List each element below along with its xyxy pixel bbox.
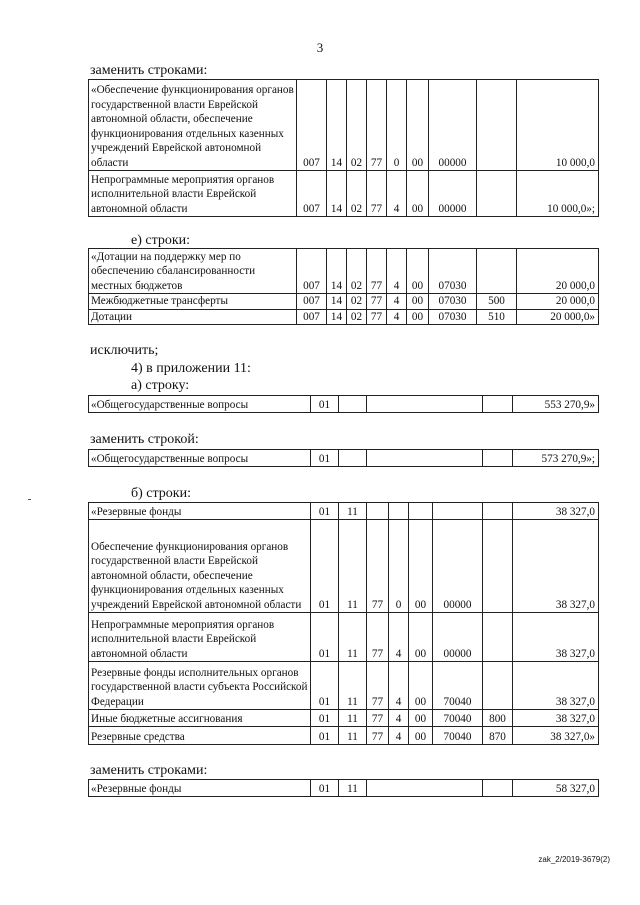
cell-code: 500 (477, 294, 517, 310)
table-row (89, 309, 599, 325)
cell-code: 00 (409, 520, 433, 613)
cell-code: 77 (367, 294, 387, 310)
cell-amount: 573 270,9»; (513, 450, 599, 467)
cell-code: 01 (311, 662, 339, 710)
cell-code: 4 (389, 710, 409, 727)
cell-code (483, 450, 513, 467)
cell-code: 00000 (429, 171, 477, 217)
table-row (89, 613, 599, 662)
cell-code: 01 (311, 613, 339, 662)
cell-code: 01 (311, 503, 339, 520)
row-name: Резервные фонды исполнительных органов государственной власти субъекта Российской Федерации (89, 662, 311, 710)
cell-code: 14 (327, 294, 347, 310)
cell-code: 02 (347, 171, 367, 217)
cell-code: 77 (367, 309, 387, 325)
cell-code: 01 (311, 727, 339, 745)
cell-amount: 58 327,0 (513, 780, 599, 797)
cell-code: 01 (311, 780, 339, 797)
cell-code: 11 (339, 710, 367, 727)
cell-code: 77 (367, 80, 387, 171)
intro-exclude: исключить; (90, 343, 159, 358)
cell-code: 007 (297, 171, 327, 217)
table-row (89, 171, 599, 217)
cell-code (339, 450, 367, 467)
cell-code: 007 (297, 80, 327, 171)
table-3 (88, 395, 599, 413)
row-name: Резервные средства (89, 727, 311, 745)
cell-code: 0 (387, 80, 407, 171)
cell-code: 4 (387, 294, 407, 310)
cell-amount: 38 327,0 (513, 613, 599, 662)
cell-code: 77 (367, 613, 389, 662)
row-name: Непрограммные мероприятия органов исполнительной власти Еврейской автономной области (89, 171, 297, 217)
cell-code (483, 396, 513, 413)
cell-code: 77 (367, 710, 389, 727)
intro-replace-rows-1: заменить строками: (90, 63, 208, 78)
cell-code: 07030 (429, 294, 477, 310)
table-row (89, 249, 599, 294)
cell-code (367, 503, 389, 520)
row-name: Иные бюджетные ассигнования (89, 710, 311, 727)
intro-rows-e: е) строки: (131, 233, 191, 248)
cell-code: 70040 (433, 727, 483, 745)
cell-code (483, 662, 513, 710)
cell-code: 510 (477, 309, 517, 325)
cell-code (477, 80, 517, 171)
cell-code: 00 (409, 727, 433, 745)
intro-rows-b: б) строки: (131, 486, 191, 501)
table-row (89, 503, 599, 520)
cell-amount: 10 000,0 (517, 80, 599, 171)
row-name: «Обеспечение функционирования органов государственной власти Еврейской автономной области, обеспечение функционирования отдельных казенных учреждений Еврейской автономной области (89, 80, 297, 171)
cell-code: 0 (389, 520, 409, 613)
row-name: «Дотации на поддержку мер по обеспечению сбалансированности местных бюджетов (89, 249, 297, 294)
table-1 (88, 79, 599, 217)
cell-code (367, 780, 483, 797)
cell-code: 07030 (429, 309, 477, 325)
cell-code: 02 (347, 294, 367, 310)
cell-code: 4 (387, 171, 407, 217)
cell-code: 4 (389, 613, 409, 662)
table-row (89, 662, 599, 710)
cell-code: 00 (407, 80, 429, 171)
cell-code: 77 (367, 171, 387, 217)
table-6 (88, 779, 599, 797)
cell-amount: 38 327,0 (513, 503, 599, 520)
cell-code: 007 (297, 249, 327, 294)
intro-replace-row: заменить строкой: (90, 432, 199, 447)
cell-code: 14 (327, 249, 347, 294)
cell-code: 00000 (429, 80, 477, 171)
cell-code: 07030 (429, 249, 477, 294)
cell-code: 01 (311, 710, 339, 727)
cell-amount: 20 000,0 (517, 294, 599, 310)
cell-code (477, 249, 517, 294)
table-row (89, 396, 599, 413)
cell-code: 01 (311, 396, 339, 413)
page-number: 3 (316, 40, 324, 55)
cell-code: 00 (407, 171, 429, 217)
cell-code (339, 396, 367, 413)
cell-code: 11 (339, 613, 367, 662)
table-4 (88, 449, 599, 467)
cell-code: 800 (483, 710, 513, 727)
cell-code: 007 (297, 294, 327, 310)
margin-mark (28, 499, 31, 500)
cell-code (389, 503, 409, 520)
cell-code: 02 (347, 249, 367, 294)
cell-amount: 38 327,0 (513, 662, 599, 710)
cell-code: 01 (311, 450, 339, 467)
cell-code: 77 (367, 662, 389, 710)
table-5 (88, 502, 599, 745)
cell-code: 00 (407, 249, 429, 294)
cell-code (483, 613, 513, 662)
cell-amount: 38 327,0 (513, 520, 599, 613)
table-row (89, 780, 599, 797)
cell-code: 77 (367, 520, 389, 613)
cell-code: 11 (339, 727, 367, 745)
row-name: «Общегосударственные вопросы (89, 396, 311, 413)
table-row (89, 294, 599, 310)
table-row (89, 727, 599, 745)
cell-code: 4 (387, 309, 407, 325)
cell-code: 00000 (433, 520, 483, 613)
cell-code (477, 171, 517, 217)
table-2 (88, 248, 599, 325)
cell-code: 00 (409, 613, 433, 662)
row-name: «Резервные фонды (89, 780, 311, 797)
footer-document-code: zak_2/2019-3679(2) (538, 855, 610, 864)
row-name: «Резервные фонды (89, 503, 311, 520)
table-row (89, 710, 599, 727)
cell-code (433, 503, 483, 520)
cell-code: 00 (407, 294, 429, 310)
cell-code: 02 (347, 309, 367, 325)
cell-code: 870 (483, 727, 513, 745)
cell-code: 77 (367, 249, 387, 294)
cell-code (367, 396, 483, 413)
cell-code: 77 (367, 727, 389, 745)
cell-code: 4 (389, 727, 409, 745)
cell-code: 11 (339, 780, 367, 797)
cell-code: 4 (387, 249, 407, 294)
cell-code: 11 (339, 520, 367, 613)
table-row (89, 520, 599, 613)
cell-code: 007 (297, 309, 327, 325)
cell-code (483, 780, 513, 797)
cell-code: 00 (409, 662, 433, 710)
intro-replace-rows-2: заменить строками: (90, 763, 208, 778)
cell-code: 01 (311, 520, 339, 613)
cell-code: 14 (327, 309, 347, 325)
cell-code: 00000 (433, 613, 483, 662)
row-name: Непрограммные мероприятия органов исполнительной власти Еврейской автономной области (89, 613, 311, 662)
cell-amount: 38 327,0 (513, 710, 599, 727)
intro-appendix-11: 4) в приложении 11: (131, 361, 251, 376)
cell-amount: 10 000,0»; (517, 171, 599, 217)
table-row (89, 450, 599, 467)
table-row (89, 80, 599, 171)
cell-code: 70040 (433, 662, 483, 710)
cell-code (483, 503, 513, 520)
cell-code: 14 (327, 80, 347, 171)
cell-amount: 20 000,0» (517, 309, 599, 325)
cell-code: 11 (339, 503, 367, 520)
cell-code (367, 450, 483, 467)
row-name: «Общегосударственные вопросы (89, 450, 311, 467)
cell-amount: 38 327,0» (513, 727, 599, 745)
cell-code (409, 503, 433, 520)
row-name: Межбюджетные трансферты (89, 294, 297, 310)
cell-code: 70040 (433, 710, 483, 727)
cell-code: 4 (389, 662, 409, 710)
cell-amount: 553 270,9» (513, 396, 599, 413)
row-name: Дотации (89, 309, 297, 325)
cell-amount: 20 000,0 (517, 249, 599, 294)
row-name: Обеспечение функционирования органов государственной власти Еврейской автономной области, обеспечение функционирования отдельных казенных учреждений Еврейской автономной области (89, 520, 311, 613)
cell-code: 02 (347, 80, 367, 171)
cell-code (483, 520, 513, 613)
cell-code: 00 (407, 309, 429, 325)
cell-code: 14 (327, 171, 347, 217)
intro-row-a: а) строку: (131, 378, 190, 393)
cell-code: 11 (339, 662, 367, 710)
cell-code: 00 (409, 710, 433, 727)
